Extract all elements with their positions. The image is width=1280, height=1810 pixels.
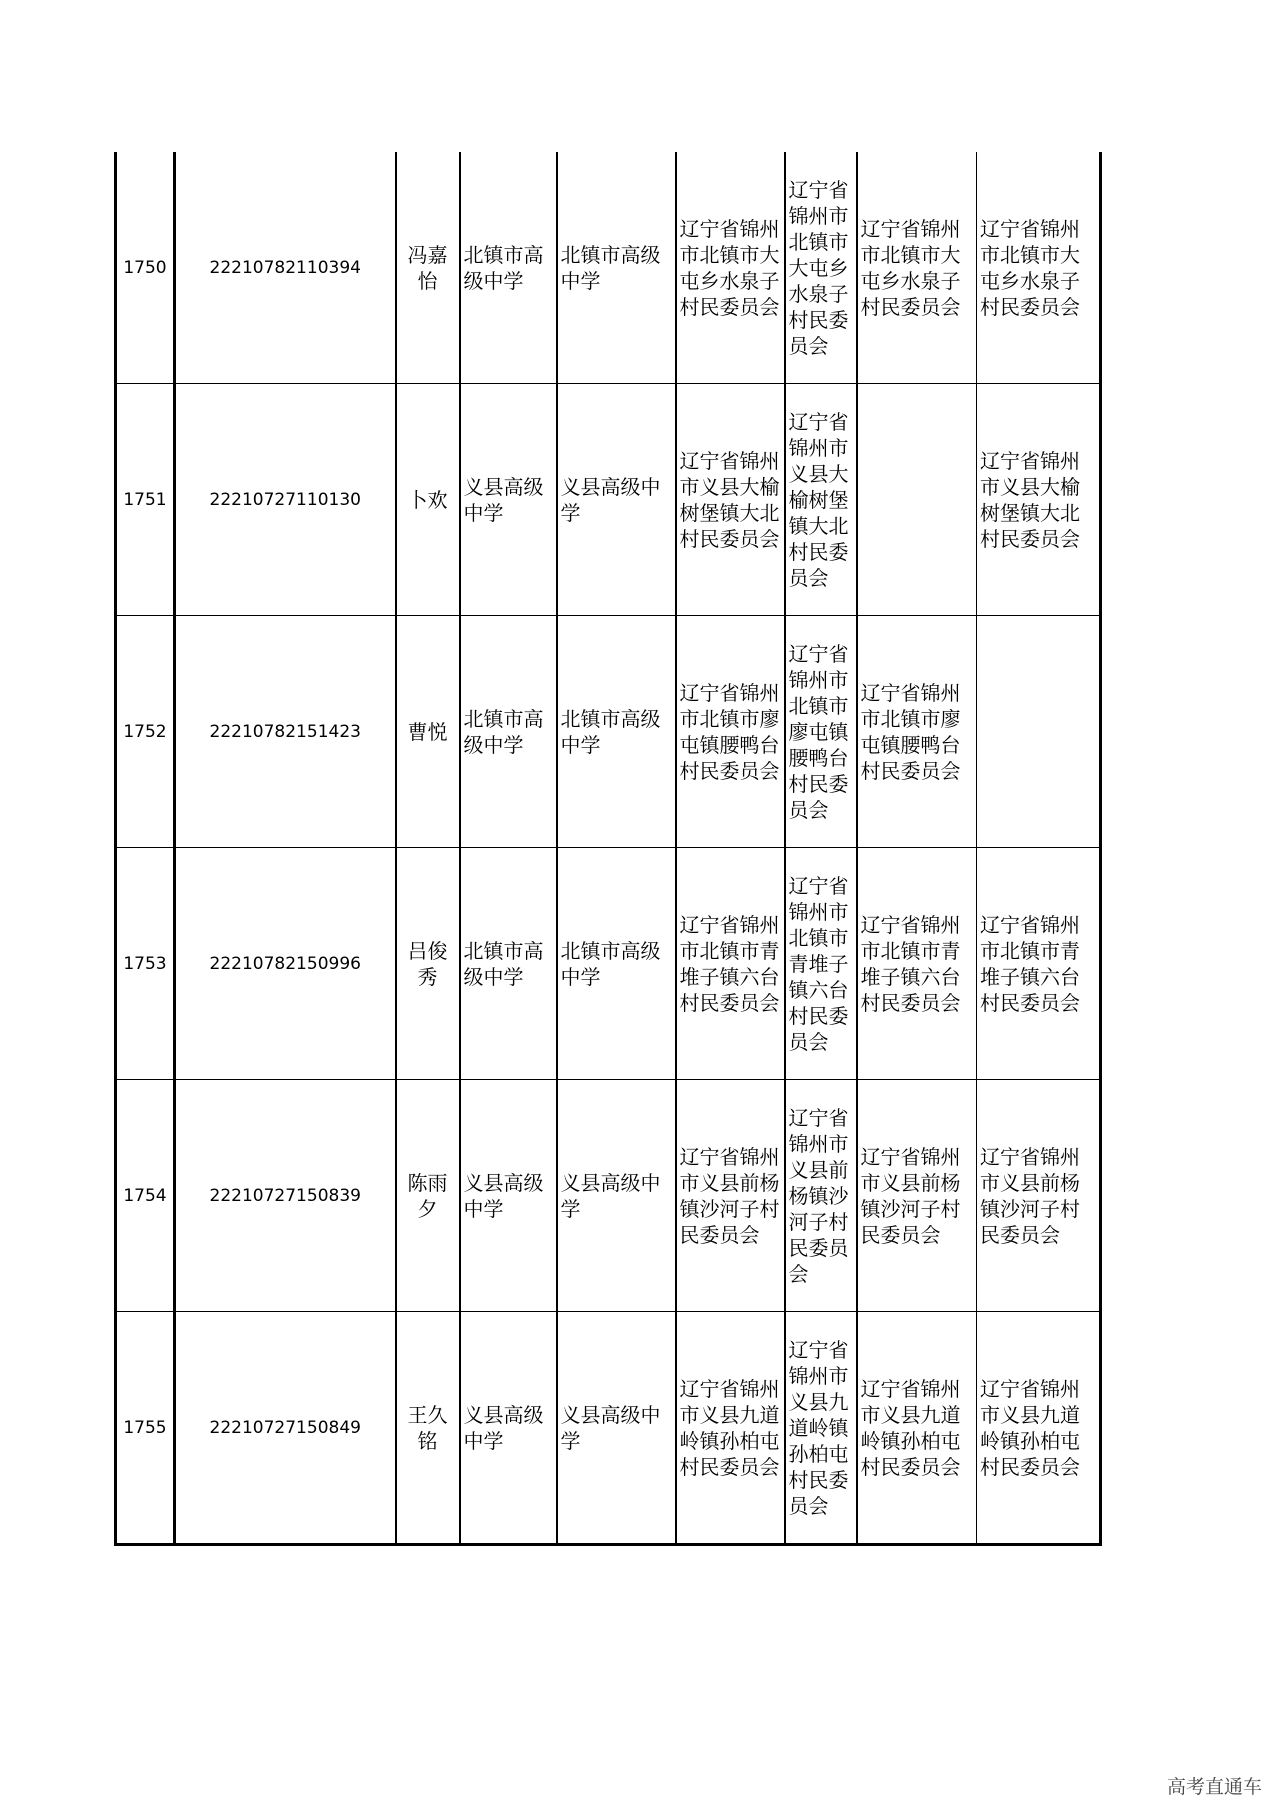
admission-school-cell: 北镇市高级中学	[557, 616, 676, 848]
table-row	[116, 152, 1101, 384]
address-cell-d: 辽宁省锦州市北镇市青堆子镇六台村民委员会	[977, 848, 1101, 1080]
seq-cell: 1753	[116, 848, 175, 1080]
exam-id-cell: 22210782151423	[175, 616, 396, 848]
graduation-school-cell: 义县高级中学	[460, 1312, 557, 1545]
address-cell-c: 辽宁省锦州市北镇市青堆子镇六台村民委员会	[857, 848, 977, 1080]
address-cell-b: 辽宁省锦州市北镇市青堆子镇六台村民委员会	[785, 848, 857, 1080]
address-cell-b: 辽宁省锦州市义县九道岭镇孙柏屯村民委员会	[785, 1312, 857, 1545]
name-cell: 冯嘉怡	[396, 152, 460, 384]
graduation-school-cell: 义县高级中学	[460, 384, 557, 616]
name-cell: 王久铭	[396, 1312, 460, 1545]
graduation-school-cell: 北镇市高级中学	[460, 616, 557, 848]
table-row	[116, 384, 1101, 616]
graduation-school-cell: 北镇市高级中学	[460, 152, 557, 384]
seq-cell: 1751	[116, 384, 175, 616]
graduation-school-cell: 义县高级中学	[460, 1080, 557, 1312]
name-cell: 曹悦	[396, 616, 460, 848]
address-cell-c	[857, 384, 977, 616]
table-row	[116, 1312, 1101, 1545]
watermark-text: 高考直通车	[1166, 1776, 1262, 1798]
address-cell-d: 辽宁省锦州市北镇市大屯乡水泉子村民委员会	[977, 152, 1101, 384]
seq-cell: 1752	[116, 616, 175, 848]
address-cell-a: 辽宁省锦州市北镇市廖屯镇腰鸭台村民委员会	[676, 616, 785, 848]
admission-school-cell: 义县高级中学	[557, 1312, 676, 1545]
address-cell-c: 辽宁省锦州市义县九道岭镇孙柏屯村民委员会	[857, 1312, 977, 1545]
exam-id-cell: 22210782150996	[175, 848, 396, 1080]
name-cell: 陈雨夕	[396, 1080, 460, 1312]
address-cell-b: 辽宁省锦州市北镇市大屯乡水泉子村民委员会	[785, 152, 857, 384]
name-cell: 吕俊秀	[396, 848, 460, 1080]
address-cell-c: 辽宁省锦州市北镇市大屯乡水泉子村民委员会	[857, 152, 977, 384]
table-row	[116, 1080, 1101, 1312]
address-cell-d: 辽宁省锦州市义县前杨镇沙河子村民委员会	[977, 1080, 1101, 1312]
name-cell: 卜欢	[396, 384, 460, 616]
admission-school-cell: 北镇市高级中学	[557, 848, 676, 1080]
address-cell-a: 辽宁省锦州市北镇市青堆子镇六台村民委员会	[676, 848, 785, 1080]
address-cell-a: 辽宁省锦州市义县九道岭镇孙柏屯村民委员会	[676, 1312, 785, 1545]
seq-cell: 1750	[116, 152, 175, 384]
seq-cell: 1754	[116, 1080, 175, 1312]
exam-id-cell: 22210727150849	[175, 1312, 396, 1545]
address-cell-a: 辽宁省锦州市义县前杨镇沙河子村民委员会	[676, 1080, 785, 1312]
address-cell-a: 辽宁省锦州市北镇市大屯乡水泉子村民委员会	[676, 152, 785, 384]
address-cell-b: 辽宁省锦州市义县大榆树堡镇大北村民委员会	[785, 384, 857, 616]
address-cell-b: 辽宁省锦州市义县前杨镇沙河子村民委员会	[785, 1080, 857, 1312]
address-cell-d: 辽宁省锦州市义县九道岭镇孙柏屯村民委员会	[977, 1312, 1101, 1545]
address-cell-a: 辽宁省锦州市义县大榆树堡镇大北村民委员会	[676, 384, 785, 616]
exam-id-cell: 22210727110130	[175, 384, 396, 616]
address-cell-c: 辽宁省锦州市北镇市廖屯镇腰鸭台村民委员会	[857, 616, 977, 848]
address-cell-b: 辽宁省锦州市北镇市廖屯镇腰鸭台村民委员会	[785, 616, 857, 848]
seq-cell: 1755	[116, 1312, 175, 1545]
address-cell-d	[977, 616, 1101, 848]
address-cell-c: 辽宁省锦州市义县前杨镇沙河子村民委员会	[857, 1080, 977, 1312]
table-row	[116, 848, 1101, 1080]
address-cell-d: 辽宁省锦州市义县大榆树堡镇大北村民委员会	[977, 384, 1101, 616]
admission-school-cell: 北镇市高级中学	[557, 152, 676, 384]
graduation-school-cell: 北镇市高级中学	[460, 848, 557, 1080]
table-row	[116, 616, 1101, 848]
admission-school-cell: 义县高级中学	[557, 1080, 676, 1312]
exam-id-cell: 22210782110394	[175, 152, 396, 384]
exam-id-cell: 22210727150839	[175, 1080, 396, 1312]
admission-school-cell: 义县高级中学	[557, 384, 676, 616]
student-table	[114, 152, 1102, 1546]
